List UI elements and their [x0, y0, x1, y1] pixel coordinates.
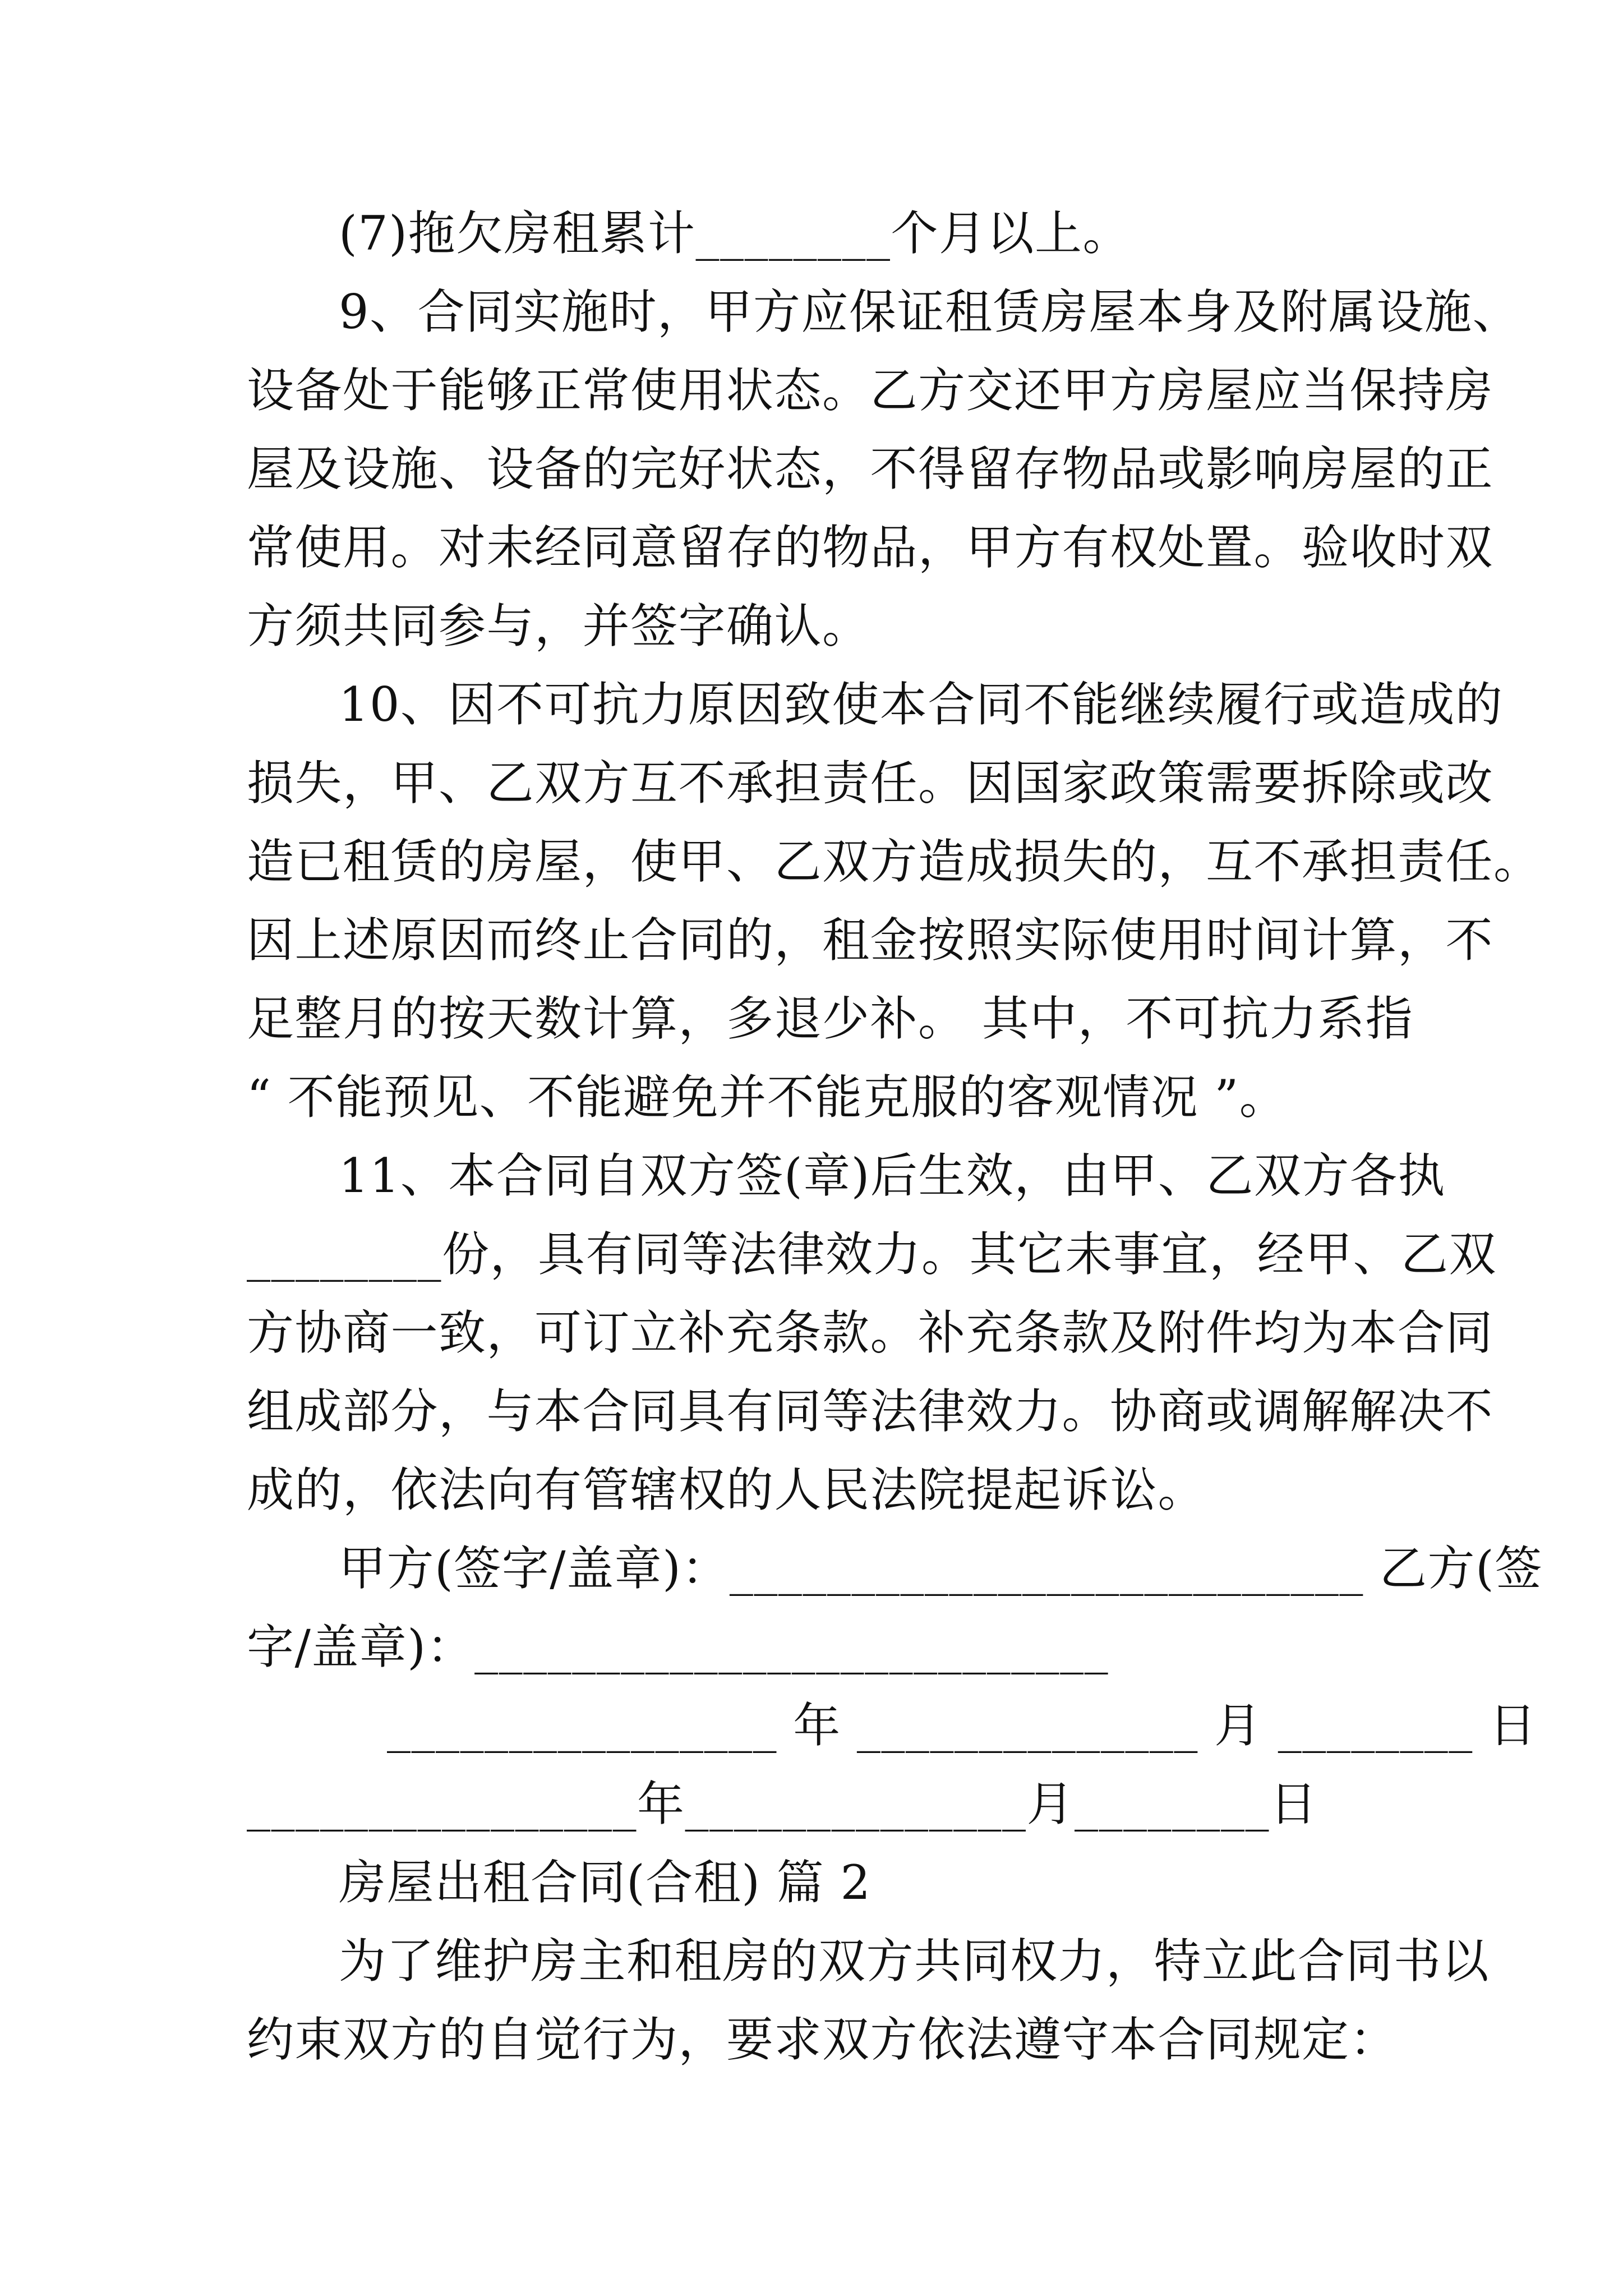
clause-9-line-3: 屋及设施、设备的完好状态，不得留存物品或影响房屋的正 — [247, 441, 1494, 496]
clause-10-line-4: 因上述原因而终止合同的，租金按照实际使用时间计算，不 — [247, 913, 1494, 968]
clause-9-line-2: 设备处于能够正常使用状态。乙方交还甲方房屋应当保持房 — [247, 363, 1494, 418]
date-line-1: ________________ 年 ______________ 月 ________ 日 — [387, 1698, 1537, 1753]
section-heading: 房屋出租合同(合租) 篇 2 — [339, 1855, 872, 1910]
clause-9-line-1: 9、合同实施时，甲方应保证租赁房屋本身及附属设施、 — [339, 284, 1520, 339]
clause-10-line-1: 10、因不可抗力原因致使本合同不能继续履行或造成的 — [339, 677, 1504, 732]
signature-line-1: 甲方(签字/盖章)：__________________________ 乙方(签 — [339, 1541, 1543, 1596]
clause-7-line: (7)拖欠房租累计________个月以上。 — [339, 206, 1131, 261]
signature-line-2: 字/盖章)：__________________________ — [247, 1619, 1109, 1674]
intro-line-2: 约束双方的自觉行为，要求双方依法遵守本合同规定： — [247, 2012, 1398, 2067]
clause-10-line-5: 足整月的按天数计算，多退少补。 其中，不可抗力系指 — [247, 991, 1414, 1046]
date-line-2: ________________年______________月________日 — [247, 1777, 1318, 1832]
clause-10-line-6: “ 不能预见、不能避免并不能克服的客观情况 ”。 — [247, 1070, 1288, 1125]
clause-11-line-5: 成的，依法向有管辖权的人民法院提起诉讼。 — [247, 1462, 1206, 1517]
clause-10-line-2: 损失，甲、乙双方互不承担责任。因国家政策需要拆除或改 — [247, 756, 1494, 811]
clause-11-line-3: 方协商一致，可订立补充条款。补充条款及附件均为本合同 — [247, 1305, 1494, 1360]
clause-9-line-5: 方须共同参与，并签字确认。 — [247, 599, 870, 654]
clause-11-line-4: 组成部分，与本合同具有同等法律效力。协商或调解解决不 — [247, 1384, 1494, 1439]
clause-9-line-4: 常使用。对未经同意留存的物品，甲方有权处置。验收时双 — [247, 520, 1494, 575]
clause-11-line-1: 11、本合同自双方签(章)后生效，由甲、乙双方各执 — [339, 1148, 1446, 1203]
clause-11-line-2: ________份，具有同等法律效力。其它未事宜，经甲、乙双 — [247, 1227, 1497, 1282]
intro-line-1: 为了维护房主和租房的双方共同权力，特立此合同书以 — [339, 1934, 1490, 1989]
clause-10-line-3: 造已租赁的房屋，使甲、乙双方造成损失的，互不承担责任。 — [247, 834, 1542, 889]
